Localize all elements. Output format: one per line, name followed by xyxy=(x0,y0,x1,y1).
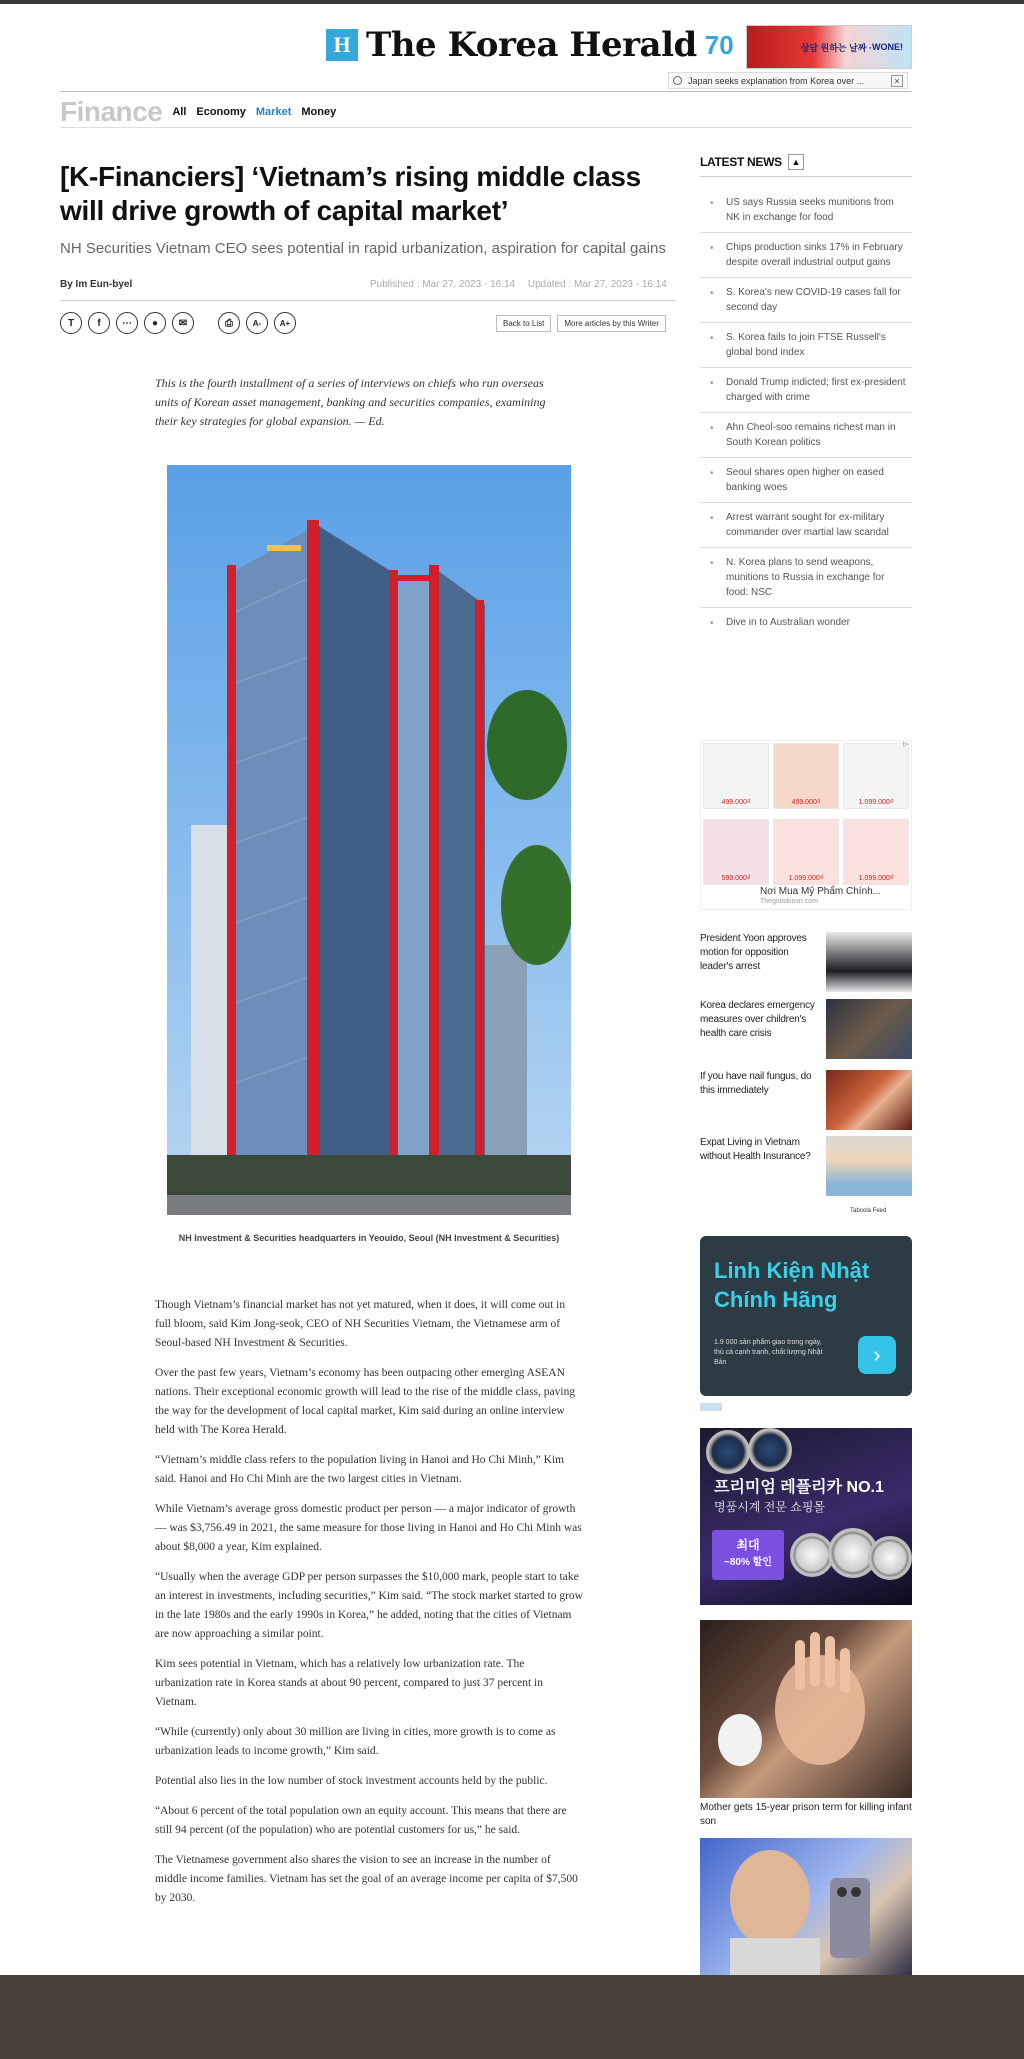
back-to-list-button[interactable]: Back to List xyxy=(496,315,551,332)
story-thumbnail[interactable] xyxy=(826,1136,912,1196)
photo-caption: NH Investment & Securities headquarters in Yeouido, Seoul (NH Investment & Securities) xyxy=(178,1233,560,1243)
twitter-icon[interactable]: T xyxy=(60,312,82,334)
facebook-icon[interactable]: f xyxy=(88,312,110,334)
section-title[interactable]: Finance xyxy=(60,96,163,127)
news-ticker[interactable] xyxy=(668,72,908,89)
divider xyxy=(60,127,912,128)
header-ad-brand: WONE! xyxy=(872,42,903,52)
font-increase-icon[interactable]: A+ xyxy=(274,312,296,334)
divider xyxy=(60,91,912,92)
kakao-icon[interactable]: ⋯ xyxy=(116,312,138,334)
parts-banner-ad[interactable] xyxy=(700,1236,912,1396)
nav-item-market[interactable]: Market xyxy=(255,106,292,118)
ad-subtitle: 1.9 000 sản phẩm giao trong ngày, thủ cá cạnh tranh, chất lượng Nhật Bản xyxy=(714,1339,823,1366)
nav-item-economy[interactable]: Economy xyxy=(196,106,246,118)
latest-news-item[interactable]: • Donald Trump indicted; first ex-president charged with crime xyxy=(700,368,912,413)
product-price: 1.099.000₫ xyxy=(858,799,894,806)
article-paragraph: Over the past few years, Vietnam’s economy has been outpacing other emerging ASEAN nations. Their exceptional economic growth will lead to the rise of the middle class, paving the way for the development of local capital market, Kim said during an online interview held with The Korea Herald. xyxy=(155,1367,576,1436)
article-paragraph: Kim sees potential in Vietnam, which has a relatively low urbanization rate. The urbanization rate in Korea stands at about 90 percent, compared to just 37 percent in Vietnam. xyxy=(155,1658,543,1708)
latest-news-item[interactable]: • US says Russia seeks munitions from NK in exchange for food xyxy=(700,188,912,233)
story-thumbnail[interactable] xyxy=(826,999,912,1059)
sponsored-story-title[interactable]: Expat Living in Vietnam without Health Insurance? xyxy=(700,1137,811,1162)
ad-title: Linh Kiện Nhật Chính Hãng xyxy=(714,1258,870,1312)
watch-image xyxy=(868,1536,912,1580)
product-price: 499.000₫ xyxy=(721,799,751,806)
latest-news-item[interactable]: • Arrest warrant sought for ex-military commander over martial law scandal xyxy=(700,503,912,548)
header-banner-ad[interactable] xyxy=(746,25,912,69)
byline[interactable]: By Im Eun-byel xyxy=(60,279,133,290)
story-thumbnail[interactable] xyxy=(826,932,912,992)
product-price: 499.000₫ xyxy=(791,799,821,806)
latest-news-item[interactable]: • Chips production sinks 17% in February despite overall industrial output gains xyxy=(700,233,912,278)
article-buttons xyxy=(496,315,666,332)
ticker-icon xyxy=(673,76,682,85)
reddit-icon[interactable]: ● xyxy=(144,312,166,334)
top-frame xyxy=(0,0,1024,4)
ad-title: 프리미엄 레플리카 NO.1 xyxy=(714,1479,884,1496)
adchoices-icon[interactable] xyxy=(700,1403,722,1411)
section-nav xyxy=(60,96,336,128)
building-illustration xyxy=(167,465,571,1215)
adchoices-icon[interactable]: ▷ xyxy=(903,741,909,748)
anniversary-badge: 70 xyxy=(704,29,734,60)
taboola-label[interactable]: Taboola Feed xyxy=(850,1208,887,1214)
article-paragraph: “Vietnam’s middle class refers to the population living in Hanoi and Ho Chi Minh,” Kim said. Hanoi and Ho Chi Minh are the two largest cities in Vietnam. xyxy=(155,1454,565,1485)
sponsored-story[interactable] xyxy=(700,1136,912,1198)
ticker-close-icon[interactable]: × xyxy=(891,75,903,87)
latest-news-item[interactable]: • Ahn Cheol-soo remains richest man in South Korean politics xyxy=(700,413,912,458)
bottom-bar xyxy=(0,1975,1024,2059)
article-paragraph: “While (currently) only about 30 million are living in cities, more growth is to come as urbanization leads to income growth,” Kim said. xyxy=(155,1726,556,1757)
ad-subtitle: 명품시계 전문 쇼핑몰 xyxy=(714,1500,825,1514)
spacer xyxy=(200,312,212,334)
article-subhead: NH Securities Vietnam CEO sees potential in rapid urbanization, aspiration for capital gains xyxy=(60,240,666,257)
latest-news-header xyxy=(700,154,804,170)
article-intro: This is the fourth installment of a series of interviews on chiefs who run overseas units of Korean asset management, banking and securities companies, examining their key strategies for global expansion. — Ed. xyxy=(155,376,546,428)
article-dates xyxy=(370,279,667,290)
divider xyxy=(700,176,912,177)
product-price: 1.099.000₫ xyxy=(858,875,894,882)
product-price: 1.099.000₫ xyxy=(788,875,824,882)
share-bar xyxy=(60,312,296,334)
article-photo[interactable] xyxy=(167,465,571,1215)
latest-news-item[interactable]: • S. Korea's new COVID-19 cases fall for second day xyxy=(700,278,912,323)
latest-news-item[interactable]: • Seoul shares open higher on eased banking woes xyxy=(700,458,912,503)
badge-discount: ~80% 할인 xyxy=(724,1557,772,1568)
article-paragraph: Potential also lies in the low number of stock investment accounts held by the public. xyxy=(155,1775,548,1787)
sponsored-story-title[interactable]: President Yoon approves motion for opposition leader's arrest xyxy=(700,933,807,972)
logo-text: The Korea Herald xyxy=(366,25,697,65)
product-price: 599.000₫ xyxy=(721,875,751,882)
story-photo[interactable] xyxy=(700,1620,912,1798)
print-icon[interactable]: ⎙ xyxy=(218,312,240,334)
nav-item-all[interactable]: All xyxy=(172,106,187,118)
nav-item-money[interactable]: Money xyxy=(301,106,337,118)
sponsored-story[interactable] xyxy=(700,932,912,994)
person-phone-illustration xyxy=(700,1838,912,1976)
story-caption[interactable]: Mother gets 15-year prison term for killing infant son xyxy=(700,1802,912,1827)
article-headline: [K-Financiers] ‘Vietnam’s rising middle class will drive growth of capital market’ xyxy=(60,161,641,226)
divider xyxy=(60,300,676,301)
email-icon[interactable]: ✉ xyxy=(172,312,194,334)
collapse-icon[interactable]: ▲ xyxy=(788,154,804,170)
sponsored-story[interactable] xyxy=(700,999,912,1061)
font-decrease-icon[interactable]: A- xyxy=(246,312,268,334)
latest-news-list xyxy=(700,188,912,637)
ad-choices-bar xyxy=(700,1403,912,1413)
sponsored-story-title[interactable]: Korea declares emergency measures over children's health care crisis xyxy=(700,1000,815,1039)
hand-illustration xyxy=(700,1620,912,1798)
ad-footer-title[interactable]: Nơi Mua Mỹ Phẩm Chính... xyxy=(760,886,882,897)
story-thumbnail[interactable] xyxy=(826,1070,912,1130)
header-ad-text: 상담 원하는 날짜 · xyxy=(800,42,872,53)
watch-banner-ad[interactable] xyxy=(700,1428,912,1605)
latest-news-item[interactable]: • S. Korea fails to join FTSE Russell's global bond index xyxy=(700,323,912,368)
ad-footer-source: Thegioiskinvn.com xyxy=(760,898,818,905)
latest-news-item[interactable]: • N. Korea plans to send weapons, munitions to Russia in exchange for food: NSC xyxy=(700,548,912,608)
ticker-text[interactable]: Japan seeks explanation from Korea over ... xyxy=(688,75,865,86)
discount-badge xyxy=(712,1530,784,1580)
latest-news-title: LATEST NEWS xyxy=(700,155,782,169)
product-ad-grid[interactable] xyxy=(700,740,912,910)
published-date: Published : Mar 27, 2023 - 16:14 xyxy=(370,279,516,290)
watch-image xyxy=(748,1428,792,1472)
sponsored-story[interactable] xyxy=(700,1070,912,1132)
article-paragraph: While Vietnam’s average gross domestic product per person — a major indicator of growth — was $3,756.49 in 2021, the same measure for those living in Hanoi and Ho Chi Minh was about $8,000 a year, Kim explained. xyxy=(155,1503,582,1553)
logo-mark-icon: H xyxy=(326,29,358,61)
updated-date: Updated : Mar 27, 2023 - 16:14 xyxy=(527,279,667,290)
latest-news-item[interactable]: • Dive in to Australian wonder xyxy=(700,608,912,637)
article-body xyxy=(155,1296,583,1919)
story-photo[interactable] xyxy=(700,1838,912,1976)
badge-label: 최대 xyxy=(736,1538,760,1552)
sponsored-story-title[interactable]: If you have nail fungus, do this immediately xyxy=(700,1071,812,1096)
article-paragraph: Though Vietnam’s financial market has not yet matured, when it does, it will come out in full bloom, said Kim Jong-seok, CEO of NH Securities Vietnam, the Vietnamese arm of Seoul-based NH Investment & Securities. xyxy=(155,1299,566,1349)
more-by-writer-button[interactable]: More articles by this Writer xyxy=(557,315,666,332)
watch-image xyxy=(706,1430,750,1474)
article-paragraph: “About 6 percent of the total population own an equity account. This means that there are still 94 percent (of the population) who are potential customers for us,” he said. xyxy=(155,1805,567,1836)
arrow-right-icon[interactable]: › xyxy=(858,1336,896,1374)
article-paragraph: The Vietnamese government also shares the vision to see an increase in the number of middle income families. Vietnam has set the goal of an average income per capita of $7,500 by 2030. xyxy=(155,1854,578,1904)
article-paragraph: “Usually when the average GDP per person surpasses the $10,000 mark, people start to take an interest in investments, including securities,” Kim said. “The stock market started to grow in the late 1980s and the early 1990s in Korea,” he added, noting that the cities of Vietnam are now approaching a similar point. xyxy=(155,1571,583,1640)
site-logo[interactable] xyxy=(326,22,734,68)
